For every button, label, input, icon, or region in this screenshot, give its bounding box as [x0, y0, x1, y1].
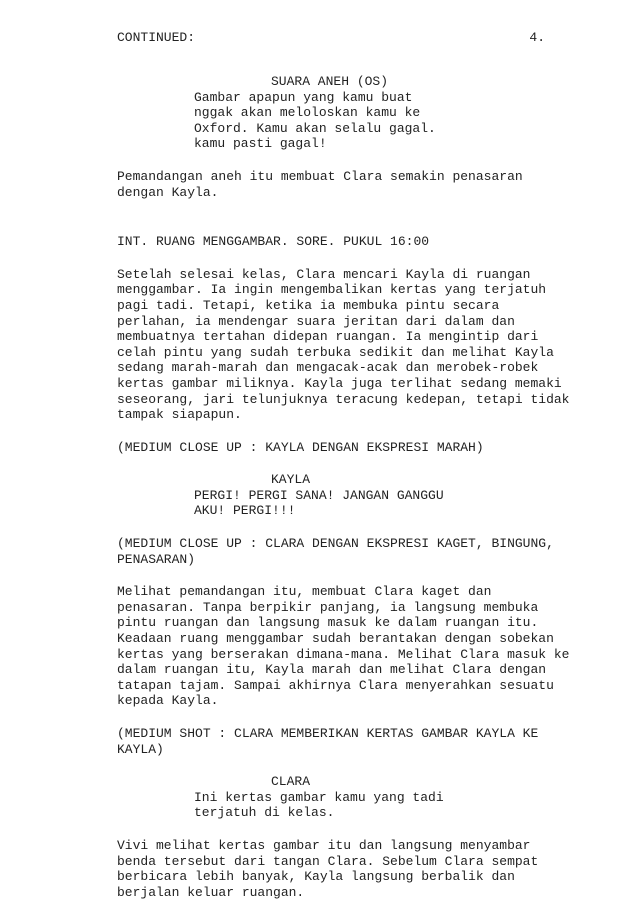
dialogue-line: Gambar apapun yang kamu buat	[194, 89, 413, 105]
block-spacer	[117, 567, 567, 584]
block-spacer	[117, 200, 567, 234]
action-line: perlahan, ia mendengar suara jeritan dari dalam dan	[117, 313, 515, 329]
block-spacer	[117, 709, 567, 726]
block-spacer	[117, 152, 567, 169]
action-line: membuatnya tertahan didepan ruangan. Ia mengintip dari	[117, 329, 539, 345]
dialogue-block	[117, 74, 567, 152]
script-body	[117, 74, 570, 900]
page-number: 4.	[529, 30, 545, 45]
dialogue-line: nggak akan meloloskan kamu ke	[194, 105, 421, 121]
scene-heading-line: INT. RUANG MENGGAMBAR. SORE. PUKUL 16:00	[117, 234, 430, 250]
action-line: penasaran. Tanpa berpikir panjang, ia langsung membuka	[117, 599, 539, 615]
action-block	[117, 169, 567, 200]
shot-direction	[117, 536, 567, 567]
action-line: seseorang, jari telunjuknya teracung kedepan, tetapi tidak	[117, 391, 570, 407]
scene-heading	[117, 234, 567, 250]
action-line: Pemandangan aneh itu membuat Clara semakin penasaran	[117, 168, 523, 184]
block-spacer	[117, 455, 567, 472]
dialogue-line: Oxford. Kamu akan selalu gagal.	[194, 120, 436, 136]
block-spacer	[117, 821, 567, 838]
action-line: berjalan keluar ruangan.	[117, 884, 305, 900]
dialogue-line: AKU! PERGI!!!	[194, 503, 296, 519]
dialogue-block	[117, 774, 567, 821]
action-line: tampak siapapun.	[117, 407, 242, 423]
block-spacer	[117, 250, 567, 267]
action-block	[117, 838, 567, 900]
block-spacer	[117, 519, 567, 536]
action-line: Melihat pemandangan itu, membuat Clara kaget dan	[117, 584, 492, 600]
dialogue-line: PERGI! PERGI SANA! JANGAN GANGGU	[194, 487, 444, 503]
action-line: celah pintu yang sudah terbuka sedikit dan melihat Kayla	[117, 344, 554, 360]
shot-line: (MEDIUM CLOSE UP : CLARA DENGAN EKSPRESI KAGET, BINGUNG,	[117, 536, 554, 552]
action-line: menggambar. Ia ingin mengembalikan kertas yang terjatuh	[117, 282, 547, 298]
action-line: dengan Kayla.	[117, 184, 219, 200]
character-name: KAYLA	[271, 472, 311, 488]
action-line: Setelah selesai kelas, Clara mencari Kayla di ruangan	[117, 266, 531, 282]
action-block	[117, 584, 570, 709]
action-line: kertas yang berserakan dimana-mana. Melihat Clara masuk ke	[117, 646, 570, 662]
shot-line: KAYLA)	[117, 741, 164, 757]
action-line: dalam ruangan itu, Kayla marah dan melihat Clara dengan	[117, 662, 547, 678]
action-line: tatapan tajam. Sampai akhirnya Clara menyerahkan sesuatu	[117, 677, 554, 693]
dialogue-block	[117, 472, 567, 519]
character-name: SUARA ANEH (OS)	[271, 74, 389, 89]
block-spacer	[117, 757, 567, 774]
action-line: pagi tadi. Tetapi, ketika ia membuka pintu secara	[117, 297, 500, 313]
continued-label: CONTINUED:	[117, 30, 196, 45]
dialogue-line: Ini kertas gambar kamu yang tadi	[194, 789, 444, 805]
action-line: kertas gambar miliknya. Kayla juga terlihat sedang memaki	[117, 375, 562, 391]
action-line: Keadaan ruang menggambar sudah berantakan dengan sobekan	[117, 631, 554, 647]
shot-line: (MEDIUM CLOSE UP : KAYLA DENGAN EKSPRESI MARAH)	[117, 439, 484, 455]
shot-line: (MEDIUM SHOT : CLARA MEMBERIKAN KERTAS GAMBAR KAYLA KE	[117, 726, 539, 741]
shot-direction	[117, 440, 567, 456]
character-name: CLARA	[271, 774, 311, 790]
action-line: benda tersebut dari tangan Clara. Sebelum Clara sempat	[117, 853, 539, 869]
action-line: pintu ruangan dan langsung masuk ke dalam ruangan itu.	[117, 615, 539, 631]
shot-line: PENASARAN)	[117, 551, 196, 567]
page-header	[117, 30, 545, 46]
action-line: berbicara lebih banyak, Kayla langsung berbalik dan	[117, 869, 515, 885]
action-line: kepada Kayla.	[117, 693, 219, 709]
block-spacer	[117, 423, 567, 440]
dialogue-line: kamu pasti gagal!	[194, 136, 327, 152]
shot-direction	[117, 726, 567, 757]
action-block	[117, 266, 570, 423]
action-line: Vivi melihat kertas gambar itu dan langsung menyambar	[117, 837, 531, 853]
dialogue-line: terjatuh di kelas.	[194, 805, 335, 821]
action-line: sedang marah-marah dan mengacak-acak dan merobek-robek	[117, 360, 539, 376]
